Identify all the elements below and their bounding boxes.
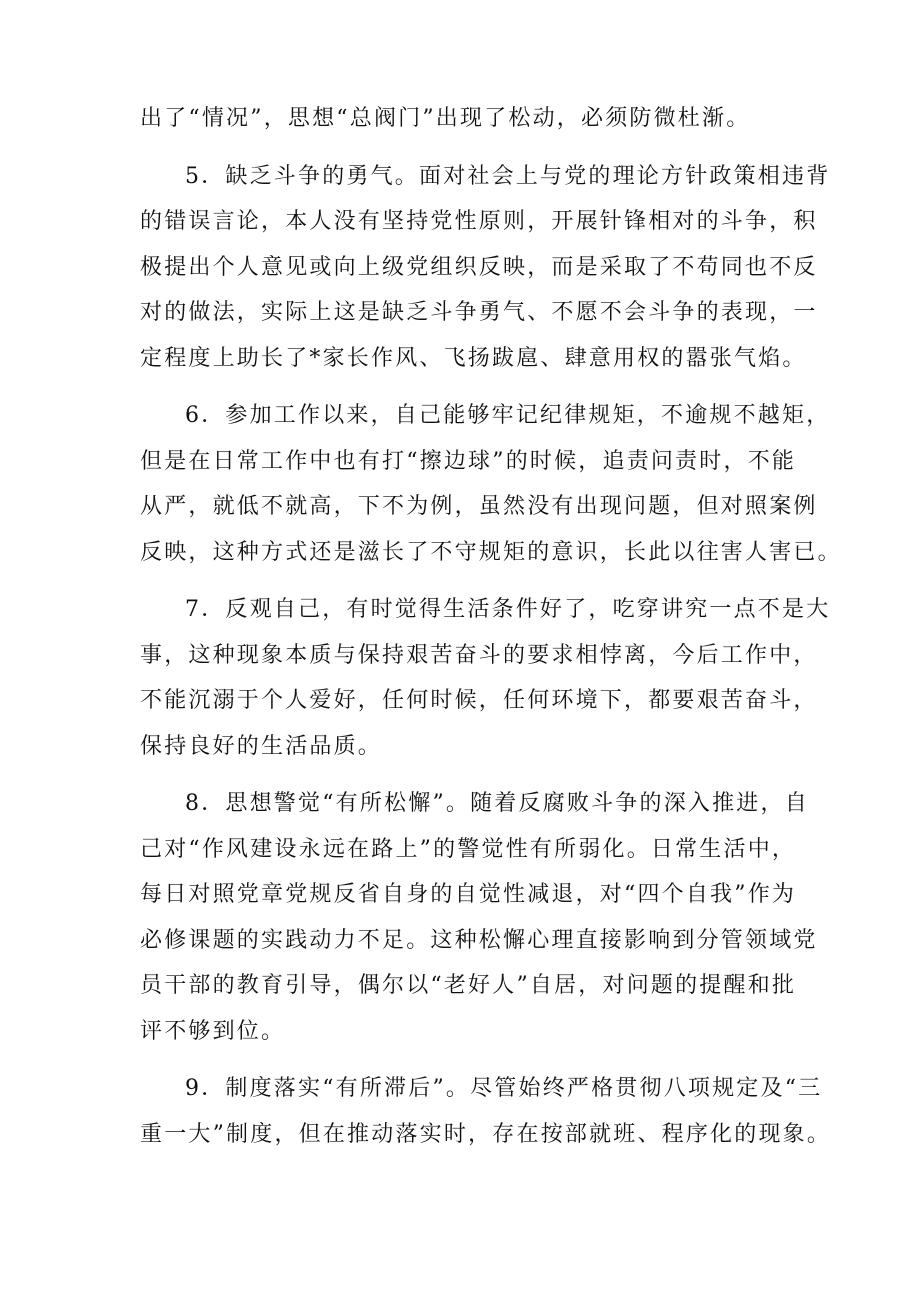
- text-line: 必修课题的实践动力不足。这种松懈心理直接影响到分管领域党: [140, 927, 818, 953]
- text-line: 评不够到位。: [140, 1018, 286, 1044]
- text-line: 重一大”制度，但在推动落实时，存在按部就班、程序化的现象。: [140, 1121, 832, 1147]
- text-line: 9．制度落实“有所滞后”。尽管始终严格贯彻八项规定及“三: [185, 1076, 823, 1101]
- text-line: 不能沉溺于个人爱好，任何时候，任何环境下，都要艰苦奋斗，: [140, 688, 818, 713]
- text-line: 出了“情况”，思想“总阀门”出现了松动，必须防微杜渐。: [140, 106, 751, 131]
- text-line: 己对“作风建设永远在路上”的警觉性有所弱化。日常生活中，: [140, 836, 797, 862]
- text-line: 对的做法，实际上这是缺乏斗争勇气、不愿不会斗争的表现，一: [140, 300, 818, 325]
- paragraph-9: [140, 1066, 832, 1157]
- text-line: 员干部的教育引导，偶尔以“老好人”自居，对问题的提醒和批: [140, 973, 797, 998]
- text-line: 7．反观自己，有时觉得生活条件好了，吃穿讲究一点不是大: [185, 597, 831, 622]
- text-line: 8．思想警觉“有所松懈”。随着反腐败斗争的深入推进，自: [185, 791, 809, 816]
- paragraph-4-continuation: [140, 96, 788, 142]
- paragraph-6: [140, 393, 842, 575]
- paragraph-7: [140, 587, 831, 769]
- text-line: 事，这种现象本质与保持艰苦奋斗的要求相悖离，今后工作中，: [140, 642, 818, 668]
- text-line: 每日对照党章党规反省自身的自觉性减退，对“四个自我”作为: [140, 882, 797, 907]
- text-line: 6．参加工作以来，自己能够牢记纪律规矩，不逾规不越矩，: [185, 403, 831, 428]
- paragraph-8: [140, 781, 818, 1054]
- text-line: 定程度上助长了*家长作风、飞扬跋扈、肆意用权的嚣张气焰。: [140, 345, 807, 371]
- text-line: 反映，这种方式还是滋长了不守规矩的意识，长此以往害人害已。: [140, 539, 842, 565]
- text-line: 极提出个人意见或向上级党组织反映，而是采取了不苟同也不反: [140, 254, 818, 280]
- paragraph-5: [140, 154, 831, 382]
- text-line: 5．缺乏斗争的勇气。面对社会上与党的理论方针政策相违背: [185, 163, 831, 189]
- text-line: 从严，就低不就高，下不为例，虽然没有出现问题，但对照案例: [140, 494, 818, 519]
- text-line: 保持良好的生活品质。: [140, 733, 383, 759]
- document-body: [140, 96, 842, 1157]
- text-line: 但是在日常工作中也有打“擦边球”的时候，追责问责时，不能: [140, 448, 797, 474]
- text-line: 的错误言论，本人没有坚持党性原则，开展针锋相对的斗争，积: [140, 209, 818, 234]
